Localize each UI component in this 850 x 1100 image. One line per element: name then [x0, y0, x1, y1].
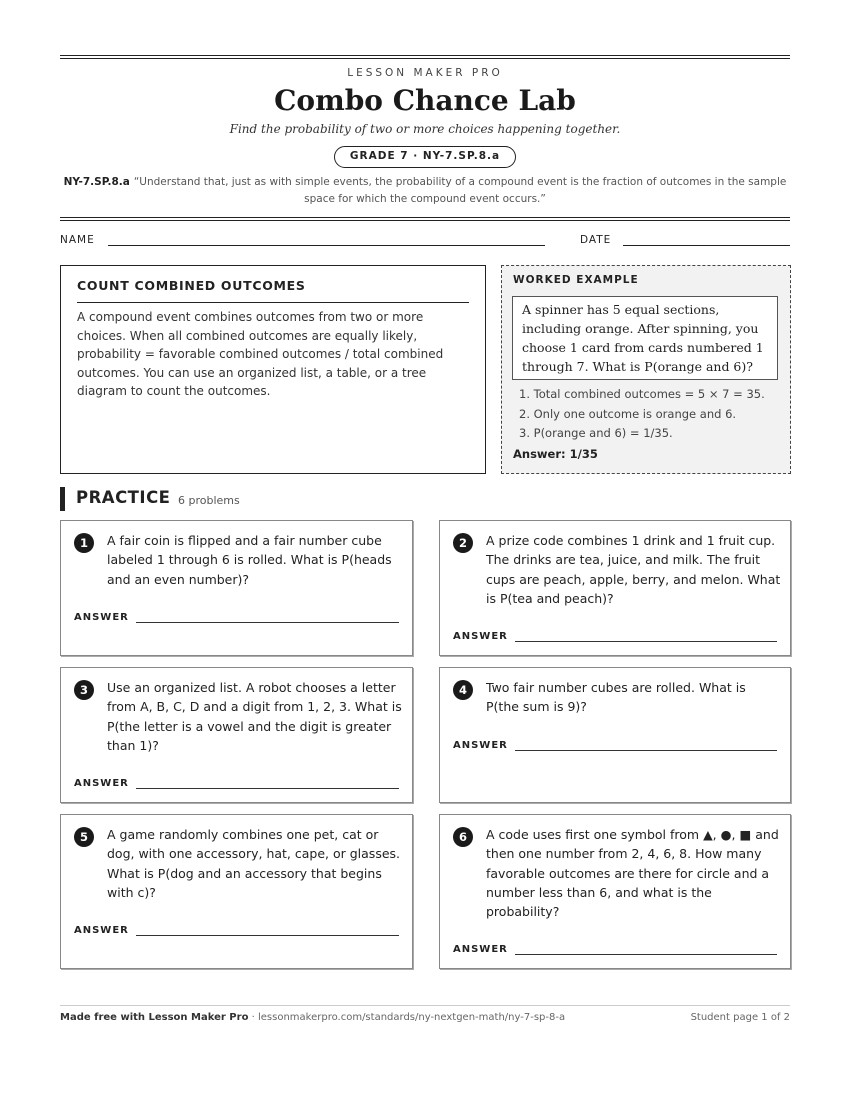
problem-number-badge: 5: [74, 827, 94, 847]
problem-text: Use an organized list. A robot chooses a letter from A, B, C, D and a digit from 1, 2, 3. What is P(the letter is a vowel and the digit is greater than 1)?: [107, 680, 402, 753]
practice-heading: PRACTICE: [76, 488, 171, 507]
date-field[interactable]: [623, 245, 790, 246]
date-label: DATE: [580, 234, 612, 246]
standard-statement: [60, 174, 790, 208]
answer-label: ANSWER: [74, 925, 129, 936]
problem-card-2: [439, 520, 791, 656]
concept-box: [60, 265, 486, 474]
brand-name: LESSON MAKER PRO: [347, 67, 503, 79]
standard-code: NY-7.SP.8.a: [63, 176, 130, 188]
answer-field-1[interactable]: [136, 622, 399, 623]
problem-card-5: [60, 814, 413, 969]
worked-step: 2. Only one outcome is orange and 6.: [519, 406, 737, 421]
footer-rule: [60, 1005, 790, 1006]
page-subtitle: Find the probability of two or more choices happening together.: [229, 122, 621, 136]
problem-number-badge: 4: [453, 680, 473, 700]
worked-step: 1. Total combined outcomes = 5 × 7 = 35.: [519, 387, 765, 401]
problem-text: A game randomly combines one pet, cat or dog, with one accessory, hat, cape, or glasses. What is P(dog and an accessory that begins with c)?: [107, 827, 401, 900]
worked-example-heading: WORKED EXAMPLE: [513, 274, 639, 286]
problem-card-4: [439, 667, 791, 803]
concept-body: A compound event combines outcomes from two or more choices. When all combined outcomes are equally likely, probability = favorable combined outcomes / total combined outcomes. You can use an organized list, a table, or a tree diagram to count the outcomes.: [77, 310, 444, 398]
answer-label: ANSWER: [74, 778, 129, 789]
answer-field-4[interactable]: [515, 750, 777, 751]
worked-example-steps: [519, 385, 789, 444]
problem-number-badge: 6: [453, 827, 473, 847]
problem-text: A code uses first one symbol from ▲, ●, ■ and then one number from 2, 4, 6, 8. How many favorable outcomes are there for circle and a number less than 6, and what is the probability?: [486, 827, 779, 920]
worked-example-box: [501, 265, 791, 474]
grade-badge: GRADE 7 · NY-7.SP.8.a: [334, 146, 516, 168]
answer-field-2[interactable]: [515, 641, 777, 642]
name-field[interactable]: [108, 245, 545, 246]
problem-text: A prize code combines 1 drink and 1 fruit cup. The drinks are tea, juice, and milk. The fruit cups are peach, apple, berry, and melon. What is P(tea and peach)?: [486, 533, 781, 606]
page-title: Combo Chance Lab: [274, 84, 576, 117]
problem-card-6: [439, 814, 791, 969]
practice-accent-bar: [60, 487, 65, 511]
practice-count: 6 problems: [178, 494, 240, 507]
header-bottom-rule: [60, 217, 790, 221]
worked-example-problem: A spinner has 5 equal sections, including orange. After spinning, you choose 1 card from cards numbered 1 through 7. What is P(orange and 6)?: [512, 296, 778, 380]
answer-label: ANSWER: [453, 740, 508, 751]
answer-label: ANSWER: [453, 631, 508, 642]
top-rule: [60, 55, 790, 59]
problem-number-badge: 3: [74, 680, 94, 700]
worked-step: 3. P(orange and 6) = 1/35.: [519, 426, 673, 440]
name-label: NAME: [60, 234, 95, 246]
answer-field-3[interactable]: [136, 788, 399, 789]
concept-heading: COUNT COMBINED OUTCOMES: [77, 278, 469, 303]
standard-text: “Understand that, just as with simple events, the probability of a compound event is the fraction of outcomes in the sample space for which the compound event occurs.”: [133, 176, 787, 205]
problem-card-3: [60, 667, 413, 803]
answer-label: ANSWER: [453, 944, 508, 955]
worked-example-answer: Answer: 1/35: [513, 447, 598, 461]
footer-page-number: Student page 1 of 2: [690, 1012, 790, 1023]
footer-made-with: Made free with Lesson Maker Pro: [60, 1012, 249, 1023]
answer-field-5[interactable]: [136, 935, 399, 936]
footer-credit: [60, 1012, 565, 1023]
footer-url[interactable]: · lessonmakerpro.com/standards/ny-nextgen-math/ny-7-sp-8-a: [248, 1012, 566, 1023]
answer-label: ANSWER: [74, 612, 129, 623]
problem-text: Two fair number cubes are rolled. What is P(the sum is 9)?: [486, 680, 746, 715]
answer-field-6[interactable]: [515, 954, 777, 955]
problem-number-badge: 1: [74, 533, 94, 553]
problem-number-badge: 2: [453, 533, 473, 553]
problem-text: A fair coin is flipped and a fair number cube labeled 1 through 6 is rolled. What is P(heads and an even number)?: [107, 533, 392, 587]
problem-card-1: [60, 520, 413, 656]
